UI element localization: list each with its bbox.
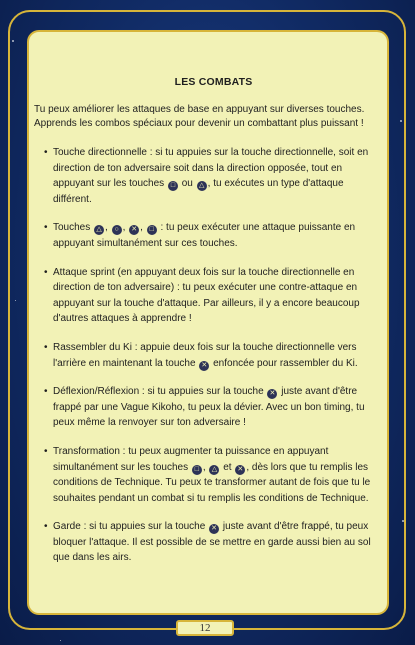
list-item-ki <box>34 340 377 371</box>
item-text: , dès lors que tu remplis les conditions de Technique. Tu peux te transformer autant de fois que tu le souhaites pendant un combat si tu remplis les conditions de Technique. <box>53 461 371 504</box>
item-text: Transformation : tu peux augmenter ta puissance en appuyant simultanément sur les touches <box>53 445 329 473</box>
item-text: , tu exécutes un type d'attaque différent. <box>53 178 344 205</box>
cross-button-icon: ✕ <box>235 465 245 475</box>
bullet: • <box>44 222 48 234</box>
bullet: • <box>44 521 48 533</box>
cross-button-icon: ✕ <box>129 225 139 235</box>
list-item-transformation: • Transformation : tu peux augmenter ta puissance en appuyant simultanément sur les touches □ , △ et ✕ , dès lors que tu remplis les conditions de Technique. Tu peux te transformer autant de fois que tu le souhaites pendant un combat si tu remplis les conditions de Technique. <box>44 445 371 504</box>
content <box>34 76 377 579</box>
item-text: : tu peux exécuter une attaque puissante en appuyant simultanément sur ces touches. <box>53 222 356 249</box>
item-text: Touche directionnelle : si tu appuies sur la touche directionnelle, soit en direction de ton adversaire soit dans la direction opposée, tout en appuyant sur les touches <box>53 147 369 190</box>
item-text: enfoncée pour rassembler du Ki. <box>213 357 358 369</box>
item-text: ou <box>181 178 193 190</box>
item-text: Attaque sprint (en appuyant deux fois sur la touche directionnelle en direction de ton adversaire) : tu peux exécuter une contre-attaque en appuyant sur la touche d'attaque. Par ailleurs, il y a encore beaucoup d'autres attaques à apprendre ! <box>53 266 360 325</box>
combat-list <box>34 145 377 566</box>
item-text: juste avant d'être frappé, tu peux bloquer l'attaque. Il est possible de se mettre en garde aussi bien au sol que dans les airs. <box>53 521 371 564</box>
list-item-deflexion <box>34 384 377 431</box>
item-text: et <box>223 461 232 473</box>
triangle-button-icon: △ <box>209 465 219 475</box>
background-star <box>60 640 61 641</box>
square-button-icon: □ <box>192 465 202 475</box>
cross-button-icon: ✕ <box>267 389 277 399</box>
bullet: • <box>44 445 48 457</box>
item-text: Rassembler du Ki : appuie deux fois sur la touche directionnelle vers l'arrière en maintenant la touche <box>53 341 357 369</box>
circle-button-icon: ○ <box>112 225 122 235</box>
square-button-icon: □ <box>147 225 157 235</box>
page-title: LES COMBATS <box>174 76 253 88</box>
page-number: 12 <box>176 620 234 636</box>
list-item-touches: • Touches △ , ○ , ✕ , □ : tu peux exécuter une attaque puissante en appuyant simultanément sur ces touches. <box>44 222 356 249</box>
item-text: Déflexion/Réflexion : si tu appuies sur la touche <box>53 386 264 398</box>
bullet: • <box>44 266 48 278</box>
item-text: Touches <box>53 222 91 234</box>
intro-paragraph: Tu peux améliorer les attaques de base en appuyant sur diverses touches. Apprends les combos spéciaux pour devenir un combattant plus puissant ! <box>34 104 365 129</box>
list-item-garde <box>34 519 377 566</box>
bullet: • <box>44 386 48 398</box>
cross-button-icon: ✕ <box>199 361 209 371</box>
cross-button-icon: ✕ <box>209 524 219 534</box>
list-item-sprint <box>34 265 377 327</box>
item-text: juste avant d'être frappé par une Vague Kikoho, tu peux la dévier. Avec un bon timing, tu peux même la renvoyer sur ton adversaire ! <box>53 386 365 429</box>
bullet: • <box>44 341 48 353</box>
item-text: Garde : si tu appuies sur la touche <box>53 521 206 533</box>
triangle-button-icon: △ <box>94 225 104 235</box>
content-panel <box>27 30 389 615</box>
triangle-button-icon: △ <box>197 181 207 191</box>
bullet: • <box>44 147 48 158</box>
square-button-icon: □ <box>168 181 178 191</box>
list-item-directional <box>34 145 377 207</box>
